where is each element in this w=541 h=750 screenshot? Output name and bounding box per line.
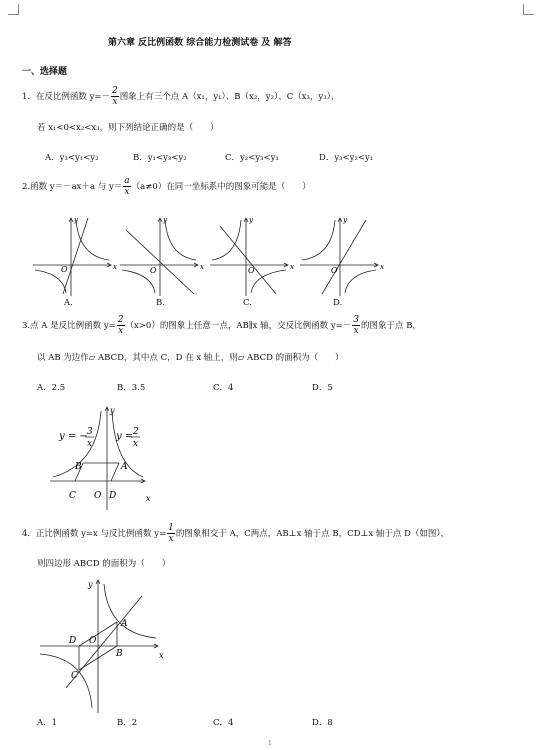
- q2d-y-label: y: [343, 216, 347, 224]
- question-3-stem: [22, 315, 421, 336]
- q4-y-label: y: [88, 580, 93, 589]
- q2c-origin-label: O: [248, 266, 255, 275]
- q3-figure: [45, 405, 165, 510]
- q3-option-d[interactable]: D．5: [312, 383, 333, 393]
- q2-graph-b[interactable]: [120, 216, 210, 296]
- q1-option-b[interactable]: B．y₁<y₃<y₂: [133, 153, 187, 163]
- q1-pre: 1．在反比例函数 y=－: [22, 92, 111, 102]
- q2a-x-label: x: [113, 263, 117, 271]
- page-number: 1: [268, 740, 272, 747]
- q4-point-a: A: [121, 619, 128, 629]
- section-title: 一、选择题: [22, 67, 68, 77]
- q4-x-label: x: [159, 651, 164, 660]
- q3-point-a: A: [121, 462, 128, 472]
- q4-fraction: $\frac{1}{x}$: [168, 523, 174, 544]
- question-2-stem: [22, 176, 311, 197]
- q3-right-curve-label: y =: [116, 431, 134, 442]
- q2-fraction: $\frac{a}{x}$: [124, 176, 130, 197]
- page-title: 第六章 反比例函数 综合能力检测试卷 及 解答: [108, 38, 292, 48]
- q2c-y-label: y: [249, 216, 253, 224]
- q2-option-a-label[interactable]: A.: [64, 298, 73, 308]
- q3-option-a[interactable]: A．2.5: [37, 383, 66, 393]
- q2-graph-d[interactable]: [300, 216, 390, 296]
- q2-pre: 2.函数 y＝－ax＋a 与 y＝: [22, 182, 123, 192]
- q4-option-a[interactable]: A．1: [37, 718, 58, 728]
- q4-point-c: C: [71, 671, 78, 681]
- q2-graph-c[interactable]: [210, 216, 300, 296]
- q1-option-d[interactable]: D．y₃<y₂<y₁: [319, 153, 374, 163]
- q3-fraction-2: $\frac{3}{x}$: [353, 315, 360, 336]
- q2b-x-label: x: [200, 263, 204, 271]
- question-3-condition: 以 AB 为边作▱ ABCD，其中点 C，D 在 x 轴上，则▱ ABCD 的面积为（ ）: [37, 353, 344, 363]
- q3-left-den: x: [87, 439, 93, 449]
- q4-pre: 4．正比例函数 y=x 与反比例函数 y=: [22, 529, 167, 539]
- q4-point-d: D: [69, 636, 77, 646]
- q4-option-b[interactable]: B．2: [117, 718, 138, 728]
- q3-y-label: y: [110, 406, 115, 415]
- q3-right-den: x: [133, 439, 139, 449]
- q3-point-c: C: [69, 491, 76, 501]
- q3-pre: 3.点 A 是反比例函数 y=: [22, 321, 116, 331]
- q4-post: 的图象相交于 A，C两点，AB⊥x 轴于点 B，CD⊥x 轴于点 D（如图），: [175, 529, 450, 539]
- q4-point-b: B: [116, 649, 123, 659]
- question-1-condition: 若 x₁<0<x₂<x₃，则下列结论正确的是（ ）: [37, 123, 219, 133]
- q2-option-b-label[interactable]: B.: [156, 298, 165, 308]
- q2d-origin-label: O: [331, 266, 338, 275]
- q2b-origin-label: O: [150, 266, 157, 275]
- question-4-stem: [22, 523, 449, 544]
- q3-point-b: B: [75, 462, 82, 472]
- corner-mark-top-right: [523, 4, 534, 15]
- corner-mark-top-left: [8, 4, 19, 15]
- q4-figure: [38, 578, 168, 713]
- q1-option-a[interactable]: A．y₃<y₁<y₂: [45, 153, 99, 163]
- q1-option-c[interactable]: C．y₂<y₃<y₁: [225, 153, 279, 163]
- q3-origin: O: [94, 491, 102, 501]
- q3-option-b[interactable]: B．3.5: [117, 383, 146, 393]
- question-4-condition: 则四边形 ABCD 的面积为（ ）: [37, 559, 171, 569]
- q4-option-d[interactable]: D．8: [312, 718, 333, 728]
- q3-point-d: D: [109, 491, 117, 501]
- q2b-y-label: y: [163, 216, 167, 224]
- q3-fraction-1: $\frac{2}{x}$: [117, 315, 124, 336]
- q3-left-num: 3: [87, 427, 93, 437]
- q4-origin: O: [89, 636, 97, 646]
- question-1-stem: [22, 86, 339, 107]
- q2-post: （a≠0）在同一坐标系中的图象可能是（ ）: [131, 182, 311, 192]
- q2-option-d-label[interactable]: D.: [333, 298, 343, 308]
- q2a-y-label: y: [74, 216, 78, 224]
- q3-x-label: x: [146, 494, 151, 503]
- q4-option-c[interactable]: C．4: [213, 718, 234, 728]
- q2c-x-label: x: [290, 263, 294, 271]
- q2-graph-a[interactable]: [33, 216, 123, 296]
- q3-option-c[interactable]: C．4: [213, 383, 234, 393]
- q3-right-num: 2: [133, 427, 139, 437]
- q2-option-c-label[interactable]: C.: [243, 298, 252, 308]
- q3-left-curve-label: y = −: [59, 431, 88, 442]
- q2d-x-label: x: [380, 263, 384, 271]
- q3-mid: （x>0）的图象上任意一点，AB∥x 轴，交反比例函数 y=－: [125, 321, 352, 331]
- q1-fraction: $\frac{2}{x}$: [112, 86, 118, 107]
- q3-post: 的图象于点 B，: [361, 321, 421, 331]
- q1-post: 图象上有三个点 A（x₁，y₁）、B（x₂，y₂）、C（x₃，y₃），: [119, 92, 340, 102]
- q2a-origin-label: O: [61, 265, 68, 274]
